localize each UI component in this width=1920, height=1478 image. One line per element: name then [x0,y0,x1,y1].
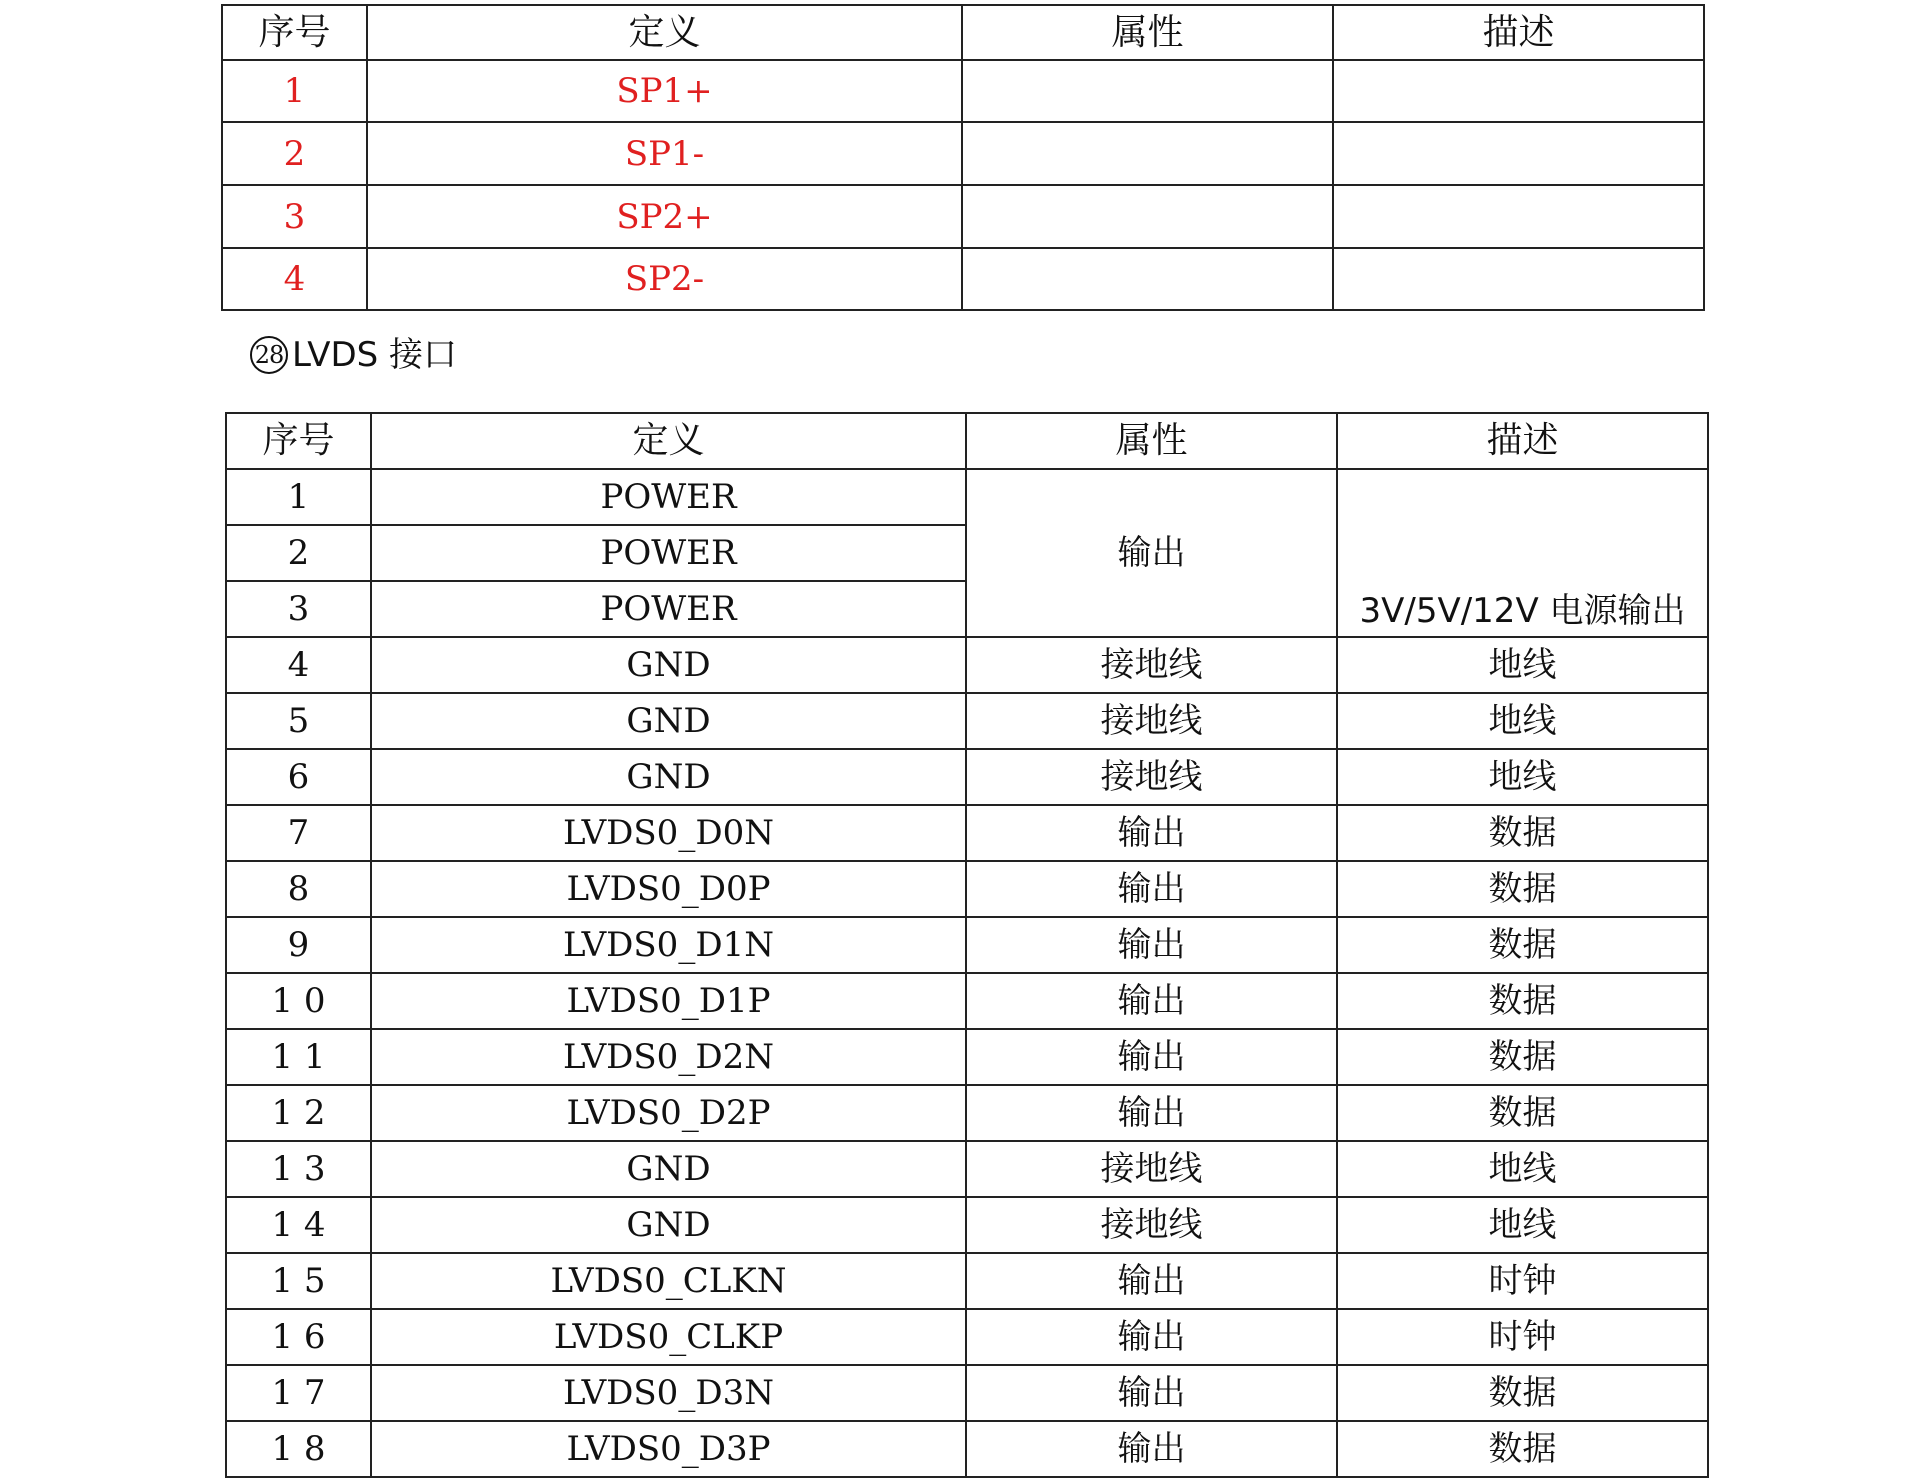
pin-definition: LVDS0_D2P [371,1085,966,1141]
pin-attribute: 输出 [966,1421,1337,1477]
pin-attribute: 接地线 [966,637,1337,693]
table-row [226,861,1708,917]
table-row [222,248,1704,310]
pin-number: 4 [222,248,367,310]
table-row [226,469,1708,525]
lvds-pin-table [225,412,1709,1478]
pin-number: 1 [226,469,371,525]
pin-description [1333,60,1704,122]
section-title: LVDS 接口 [292,335,458,375]
pin-number: 1 7 [226,1365,371,1421]
pin-description: 数据 [1337,1085,1708,1141]
pin-number: 3 [226,581,371,637]
pin-definition: GND [371,637,966,693]
table-row [226,749,1708,805]
pin-definition: GND [371,1197,966,1253]
pin-definition: GND [371,749,966,805]
pin-definition: GND [371,1141,966,1197]
pin-number: 5 [226,693,371,749]
pin-definition: LVDS0_D3N [371,1365,966,1421]
pin-description: 数据 [1337,1365,1708,1421]
table-row [226,1197,1708,1253]
pin-description: 数据 [1337,805,1708,861]
lvds-table-body [226,637,1708,1477]
pin-number: 1 0 [226,973,371,1029]
pin-definition: SP2+ [367,185,962,248]
pin-attribute: 接地线 [966,749,1337,805]
pin-definition: SP1+ [367,60,962,122]
table-row [226,917,1708,973]
table-row [226,973,1708,1029]
pin-attribute: 输出 [966,973,1337,1029]
pin-number: 1 3 [226,1141,371,1197]
table-row [226,1309,1708,1365]
pin-number: 1 2 [226,1085,371,1141]
pin-attribute: 输出 [966,861,1337,917]
pin-definition: LVDS0_D1N [371,917,966,973]
power-attribute: 输出 [966,469,1337,637]
pin-number: 1 6 [226,1309,371,1365]
pin-definition: POWER [371,581,966,637]
pin-definition: LVDS0_D3P [371,1421,966,1477]
table-row [226,637,1708,693]
pin-attribute: 输出 [966,805,1337,861]
pin-description: 时钟 [1337,1253,1708,1309]
pin-attribute [962,60,1333,122]
header-attribute: 属性 [966,413,1337,469]
header-number: 序号 [222,5,367,60]
pin-description: 数据 [1337,1029,1708,1085]
pin-attribute: 输出 [966,1253,1337,1309]
pin-number: 7 [226,805,371,861]
pin-definition: LVDS0_D0N [371,805,966,861]
pin-definition: LVDS0_D0P [371,861,966,917]
pin-description: 数据 [1337,861,1708,917]
pin-number: 2 [222,122,367,185]
table-row [226,1253,1708,1309]
table-row [226,1085,1708,1141]
pin-definition: LVDS0_D2N [371,1029,966,1085]
pin-definition: LVDS0_CLKN [371,1253,966,1309]
pin-attribute: 输出 [966,917,1337,973]
table-row [226,1421,1708,1477]
header-attribute: 属性 [962,5,1333,60]
pin-attribute: 输出 [966,1365,1337,1421]
table-row [226,693,1708,749]
pin-attribute: 接地线 [966,693,1337,749]
pin-number: 6 [226,749,371,805]
header-description: 描述 [1337,413,1708,469]
pin-definition: POWER [371,525,966,581]
header-row [222,5,1704,60]
table-row [226,1141,1708,1197]
pin-description: 地线 [1337,693,1708,749]
header-description: 描述 [1333,5,1704,60]
pin-number: 9 [226,917,371,973]
pin-attribute [962,248,1333,310]
table-row [226,805,1708,861]
pin-description: 时钟 [1337,1309,1708,1365]
pin-number: 4 [226,637,371,693]
pin-number: 1 5 [226,1253,371,1309]
pin-attribute: 接地线 [966,1141,1337,1197]
power-description: 3V/5V/12V 电源输出 [1337,469,1708,637]
pin-number: 8 [226,861,371,917]
pin-definition: LVDS0_CLKP [371,1309,966,1365]
table-row [222,185,1704,248]
pin-definition: SP2- [367,248,962,310]
pin-description: 数据 [1337,973,1708,1029]
pin-definition: SP1- [367,122,962,185]
pin-number: 1 [222,60,367,122]
pin-attribute: 接地线 [966,1197,1337,1253]
speaker-pin-table [221,4,1705,311]
pin-definition: POWER [371,469,966,525]
pin-number: 3 [222,185,367,248]
header-number: 序号 [226,413,371,469]
pin-attribute: 输出 [966,1085,1337,1141]
pin-attribute: 输出 [966,1309,1337,1365]
pin-description [1333,248,1704,310]
pin-attribute: 输出 [966,1029,1337,1085]
pin-number: 2 [226,525,371,581]
table-row [226,1029,1708,1085]
pin-definition: LVDS0_D1P [371,973,966,1029]
section-number-circle: 28 [250,336,288,374]
pin-description: 数据 [1337,1421,1708,1477]
header-row [226,413,1708,469]
pin-description: 数据 [1337,917,1708,973]
pin-attribute [962,122,1333,185]
header-definition: 定义 [367,5,962,60]
pin-description: 地线 [1337,749,1708,805]
header-definition: 定义 [371,413,966,469]
pin-number: 1 4 [226,1197,371,1253]
pin-description [1333,122,1704,185]
table-row [222,122,1704,185]
pin-number: 1 8 [226,1421,371,1477]
pin-attribute [962,185,1333,248]
pin-definition: GND [371,693,966,749]
pin-description: 地线 [1337,1141,1708,1197]
pin-description: 地线 [1337,637,1708,693]
pin-number: 1 1 [226,1029,371,1085]
pin-description: 地线 [1337,1197,1708,1253]
section-heading [250,336,457,374]
table-row [222,60,1704,122]
table-row [226,1365,1708,1421]
pin-description [1333,185,1704,248]
